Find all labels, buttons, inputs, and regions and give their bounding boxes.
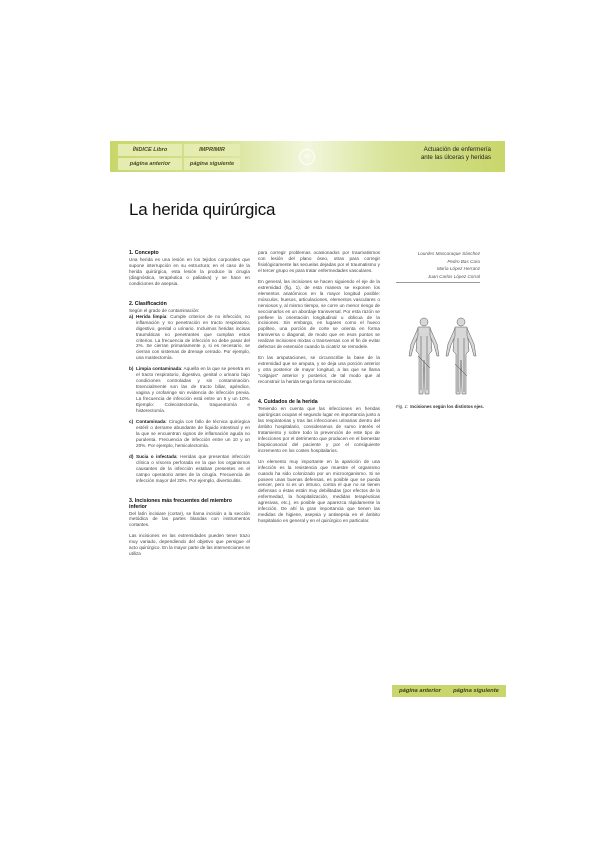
- next-page-button[interactable]: página siguiente: [453, 688, 499, 694]
- item-marker: c): [129, 418, 134, 424]
- author-name: María López Herranz: [436, 266, 480, 272]
- item-term: Limpia contaminada: [136, 366, 182, 372]
- anatomy-figure-back-icon: [446, 318, 476, 394]
- book-section-title-line2: ante las úlceras y heridas: [420, 154, 491, 161]
- classification-item: [129, 314, 250, 362]
- figure-caption: [396, 404, 496, 409]
- figure-label: Fig. 1:: [396, 404, 409, 409]
- author-name: Juan Carlos López Corral: [427, 273, 480, 279]
- next-page-link[interactable]: página siguiente: [184, 158, 240, 170]
- author-list: [396, 250, 480, 280]
- previous-page-link[interactable]: página anterior: [118, 158, 182, 170]
- previous-page-button[interactable]: página anterior: [399, 688, 441, 694]
- column-middle: [258, 250, 380, 529]
- paragraph: Las incisiones en las extremidades pueden tener trazo muy variado, dependiendo del objetivo que persigue el acto quirúrgico. En la mayor parte de las intervenciones se utiliza: [129, 533, 250, 557]
- item-text: : Heridas que presentan infección clínica o víscera perforada en la que los organismos causantes de la infección estaban presentes en el campo operatorio antes de la cirugía. Frecuencia de infección mayor del 20%. Por ejemplo, diverticulitis.: [136, 453, 251, 483]
- paragraph: para corregir problemas ocasionados por traumatismos con lesión del plano óseo, otras para corregir fisiológicamente las secuelas dejadas por el traumatismo y el tercer grupo es para tratar enfermedades vasculares.: [258, 250, 380, 273]
- chapter-title: La herida quirúrgica: [129, 200, 276, 219]
- print-link[interactable]: IMPRIMIR: [184, 144, 240, 156]
- paragraph: Del latín incisiare (cortar), se llama incisión a la sección metódica de las partes blandas con instrumentos cortantes.: [129, 510, 250, 528]
- paragraph: En general, las incisiones se hacen siguiendo el eje de la extremidad (fig. 1), de esta manera se exponen los elementos anatómicos en la mayor longitud posible: músculos, huesos, articulaciones, elementos vasculares o nerviosos y, al mismo tiempo, se corre un menor riesgo de seccionarlos en un abordaje transversal. Por esta razón se prefiere la orientación longitudinal u oblicua de la incisiones. Sin embargo, en lugares como el hueco poplíteo, una porción de corte se orienta en forma transversa o diagonal, de modo que en esos puntos se realizan incisiones mixtas o transversas con el fin de evitar defectos de extensión cuando la cicatriz se remodele.: [258, 278, 380, 350]
- figure-caption-text: Incisiones según los distintos ejes.: [410, 404, 484, 409]
- section-heading: 2. Clasificación: [129, 300, 167, 307]
- footer-nav: [392, 685, 506, 697]
- column-left: [129, 250, 250, 562]
- paragraph: Un elemento muy importante en la aparición de una infección es la resistencia que muestre el organismo cuando ha sido colonizado por un microorganismo. Si se poseen unas buenas defensas, es posible que se pueda vencer, pero si es un intruso, contra el que no se tienen defensas o éstas están muy debilitadas (por efectos de la enfermedad, la hospitalización, medidas terapéuticas agresivas, etc.), es posible que aparezca rápidamente la infección. De ahí la gran importancia que tienen las medidas de higiene, asepsia y antisepsia en el ámbito hospitalario en general y en el quirúrgico en particular.: [258, 458, 380, 524]
- anatomy-figure-front-icon: [409, 318, 439, 394]
- section-heading: 3. Incisiones más frecuentes del miembro inferior: [129, 497, 232, 510]
- item-term: Sucia o infectada: [136, 453, 177, 459]
- classification-item: [129, 454, 250, 484]
- book-section-title-line1: Actuación de enfermería: [423, 146, 491, 153]
- item-text: : Aquella en la que se penetra en el tracto respiratorio, digestivo, genital o urinario bajo condiciones controladas y sin contaminación. Esencialmente son las de tracto biliar, apéndice, vagina y orofaringe sin evidencia de infección previa. La frecuencia de infección está entre un 5 y un 10%. Ejemplo: Colecistectomía, traqueotomía e histerectomía.: [136, 366, 250, 414]
- anatomy-figure: [405, 316, 481, 398]
- item-marker: b): [129, 366, 134, 372]
- section-heading: 1. Concepto: [129, 250, 159, 256]
- paragraph: Una herida es una lesión en los tejidos corporales que supone interrupción en su estructura; en el caso de la herida quirúrgica, esta lesión la produce la cirugía (diagnóstica, terapéutica o paliativa) y se hace en condiciones de asepsia.: [129, 257, 250, 286]
- paragraph: Teniendo en cuenta que las infecciones en heridas quirúrgicas ocupan el segundo lugar en importancia junto a las respiratorias y tras las infecciones urinarias dentro del ámbito hospitalario, consideramos de sumo interés el tratamiento y sobre todo la prevención de este tipo de infecciones por el detrimento que producen en el bienestar biopsicosocial del paciente y por el consiguiente incremento en los costes hospitalarios.: [258, 406, 380, 453]
- classification-item: [129, 366, 250, 414]
- author-name: Lourdes Mascaraque Sánchez: [417, 251, 480, 256]
- book-section-title: [381, 146, 491, 162]
- item-term: Herida limpia: [136, 313, 167, 319]
- author-divider: [396, 282, 480, 283]
- item-marker: a): [129, 313, 134, 319]
- classification-item: [129, 419, 250, 449]
- page-number-badge: 43: [299, 149, 315, 165]
- paragraph: En las amputaciones, se circunscribe la base de la extremidad que se amputa, y se deja una porción anterior y otra posterior de mayor longitud, a las que se llama "colgajos" anterior y posterior, de tal modo que al reconstruir la herida tenga forma semicircular.: [258, 355, 380, 385]
- item-term: Contaminada: [136, 418, 166, 424]
- section-heading: 4. Cuidados de la herida: [258, 399, 318, 406]
- item-text: : Cumple criterios de no infección, no inflamación y no penetración en tracto respiratorio, digestivo, genital o urinario. Incluimos heridas incisas traumáticas no penetrantes que cumplan estos criterios. La frecuencia de infección no debe pasar del 2%. Se cierran primariamente y, si es necesario, se cierran con sistemas de drenaje cerrado. Por ejemplo, una mastectomía.: [136, 313, 250, 361]
- item-text: : Cirugía con fallo de técnica quirúrgica estéril o derrame abundante de líquido intestinal y en la que se encuentran signos de inflamación aguda no purulenta. Frecuencia de infección entre un 10 y un 20%. Por ejemplo, hemicolectomía.: [136, 418, 250, 448]
- paragraph: Según el grado de contaminación:: [129, 307, 200, 313]
- author-name: Pedro Bas Caro: [447, 258, 480, 264]
- item-marker: d): [129, 453, 134, 459]
- header-bar: [110, 141, 505, 172]
- index-link[interactable]: ÍNDICE Libro: [118, 144, 182, 156]
